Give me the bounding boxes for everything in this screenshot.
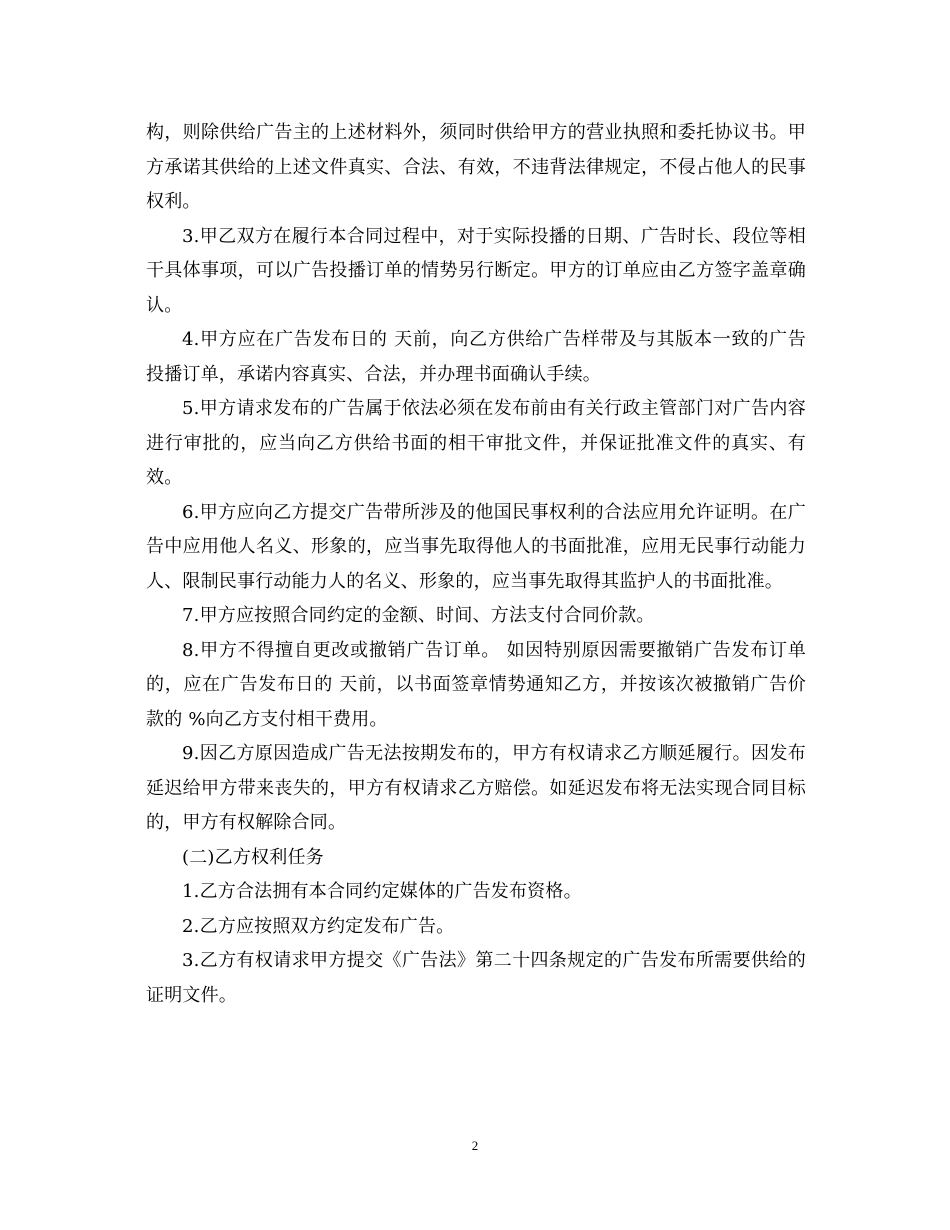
page-number: 2 (471, 1138, 479, 1153)
paragraph: 4.甲方应在广告发布日的 天前，向乙方供给广告样带及与其版本一致的广告投播订单，承诺内容真实、合法，并办理书面确认手续。 (146, 329, 806, 385)
document-body (146, 116, 806, 1013)
paragraph: 1.乙方合法拥有本合同约定媒体的广告发布资格。 (182, 881, 582, 902)
paragraph: 构，则除供给广告主的上述材料外，须同时供给甲方的营业执照和委托协议书。甲方承诺其供给的上述文件真实、合法、有效，不违背法律规定，不侵占他人的民事权利。 (146, 122, 806, 212)
paragraph: 7.甲方应按照合同约定的金额、时间、方法支付合同价款。 (182, 605, 655, 626)
section-heading: (二)乙方权利任务 (182, 846, 324, 868)
paragraph: 3.甲乙双方在履行本合同过程中，对于实际投播的日期、广告时长、段位等相干具体事项，可以广告投播订单的情势另行断定。甲方的订单应由乙方签字盖章确认。 (146, 225, 806, 316)
paragraph: 8.甲方不得擅自更改或撤销广告订单。 如因特别原因需要撤销广告发布订单的，应在广告发布日的 天前，以书面签章情势通知乙方，并按该次被撤销广告价款的 %向乙方支付相干费用。 (146, 639, 806, 730)
paragraph: 2.乙方应按照双方约定发布广告。 (182, 915, 455, 937)
paragraph: 6.甲方应向乙方提交广告带所涉及的他国民事权利的合法应用允许证明。在广告中应用他人名义、形象的，应当事先取得他人的书面批准，应用无民事行动能力人、限制民事行动能力人的名义、形象的，应当事先取得其监护人的书面批准。 (146, 501, 806, 592)
paragraph: 5.甲方请求发布的广告属于依法必须在发布前由有关行政主管部门对广告内容进行审批的，应当向乙方供给书面的相干审批文件，并保证批准文件的真实、有效。 (146, 398, 806, 488)
paragraph: 9.因乙方原因造成广告无法按期发布的，甲方有权请求乙方顺延履行。因发布延迟给甲方带来丧失的，甲方有权请求乙方赔偿。如延迟发布将无法实现合同目标的，甲方有权解除合同。 (146, 743, 806, 833)
paragraph: 3.乙方有权请求甲方提交《广告法》第二十四条规定的广告发布所需要供给的证明文件。 (146, 950, 806, 1006)
